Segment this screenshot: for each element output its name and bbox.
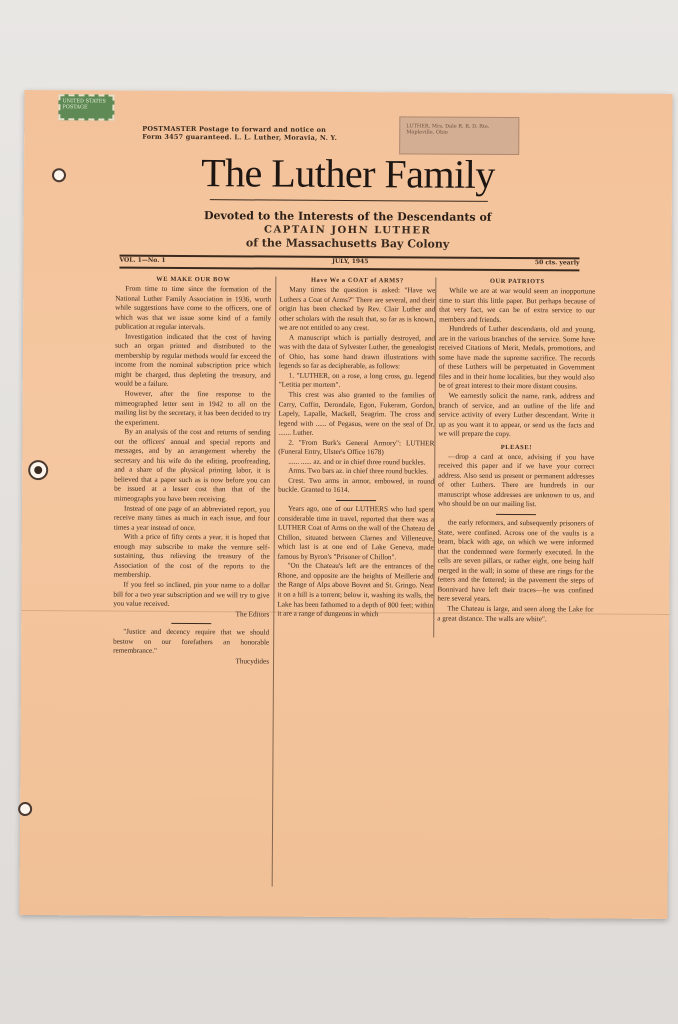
article-heading: OUR PATRIOTS	[489, 277, 545, 286]
paragraph: This crest was also granted to the families of Carry, Coffin, Derondale, Egon, Fukeram, Gordon, Lapely, Lapalle, Mackell, Seagrim. The cross and legend with ...... of Pegasus, were on the seal of Dr. ....... Luther.	[278, 390, 435, 438]
column-coat-of-arms	[277, 277, 435, 621]
paragraph: However, after the fine response to the mimeographed letter sent in 1942 to all on the mailing list by the secretary, it has been decided to try the experiment.	[114, 389, 271, 427]
article-heading: Have We a COAT of ARMS?	[310, 276, 404, 285]
quote-author: Thucydides	[235, 657, 270, 666]
masthead-title: The Luther Family	[201, 150, 495, 197]
paragraph: Crest. Two arms in armor, embowed, in round buckle. Granted to 1614.	[278, 476, 435, 495]
paragraph: Arms. Two bars az. in chief three round buckles.	[288, 467, 428, 476]
dateline	[119, 257, 579, 268]
price: 50 cts. yearly	[534, 259, 580, 267]
quote: "Justice and decency require that we should bestow on our forefathers an honorable remembrance."	[113, 627, 270, 656]
postmaster-line: Form 3457 guaranteed. L. L. Luther, Moravia, N. Y.	[142, 132, 338, 142]
article-heading: WE MAKE OUR BOW	[156, 275, 231, 284]
paragraph: The Chateau is large, and seen along the Lake for a great distance. The walls are white".	[437, 604, 594, 623]
paragraph: A manuscript which is partially destroyed, and was with the data of Sylvester Luther, the genealogist of Ohio, has some hand drawn illustrations with legends so far as decipherable, as follows:	[278, 333, 436, 371]
divider	[210, 199, 488, 202]
divider	[119, 267, 579, 272]
issue-date: JULY, 1945	[332, 257, 369, 266]
paragraph: If you feel so inclined, pin your name to a dollar bill for a two year subscription and we will try to give you value received.	[113, 580, 270, 608]
paragraph: the early reformers, and subsequently prisoners of State, were confined. Across one of the vaults is a beam, black with age, on which we were informed that the condemned were formerly executed. In the cells are seven pillars, or rather eight, one being half merged in the wall; in some of these are rings for the fetters and the fettered; in the pavement the steps of Bonnivard have left their traces—he was confined here several years.	[437, 518, 594, 604]
column-we-make-our-bow	[113, 276, 271, 667]
paragraph: ...... ...... az. and or in chief three round buckles.	[288, 457, 426, 467]
article-heading: PLEASE!	[500, 443, 532, 451]
postmaster-notice	[142, 125, 392, 143]
postmaster-line: POSTMASTER Postage to forward and notice on	[142, 124, 327, 134]
paragraph: Investigation indicated that the cost of having such an organ printed and distributed to the membership by regular methods would far exceed the income from the nominal subscription price which might be charged, thus depleting the treasury, and would be a failure.	[114, 332, 272, 389]
newspaper-page	[19, 90, 672, 919]
postage-stamp: UNITED STATES POSTAGE	[58, 94, 114, 120]
subtitle-colony: of the Massachusetts Bay Colony	[245, 236, 450, 251]
divider	[336, 500, 376, 501]
divider	[496, 514, 536, 515]
paragraph: 2. "From Burk's General Armory": LUTHER (Funeral Entry, Ulster's Office 1678)	[278, 438, 435, 457]
divider	[171, 623, 211, 624]
paragraph: By an analysis of the cost and returns of sending out the officers' annual and special reports and messages, and by an arrangement whereby the secretary and his wife do the editing, proofreading, and a share of the physical printing labor, it is believed that a paper such as is now before you can be issued at a lesser cost than that of the mimeographs you have been receiving.	[114, 427, 271, 504]
binder-hole	[18, 802, 32, 816]
subtitle-devoted: Devoted to the Interests of the Descendants of	[203, 209, 492, 224]
binder-hole	[28, 460, 48, 480]
paragraph: —drop a card at once, advising if you have received this paper and if we have your correct address. Also send us present or permanent addresses of other Luthers. There are hundreds in our manuscript whose addresses are unknown to us, and who should be on our mailing list.	[437, 452, 595, 509]
column-divider	[272, 277, 277, 887]
subtitle-captain: CAPTAIN JOHN LUTHER	[264, 224, 432, 237]
paragraph: Many times the question is asked: "Have we Luthers a Coat of Arms?" There are several, and their origin has been checked by Rev. Clair Luther and other scholars with the result that, so far as is known, we are not entitled to any crest.	[279, 285, 436, 333]
paragraph: We earnestly solicit the name, rank, address and branch of service, and an outline of the life and service activity of every Luther descendant. Write it up as you want it to appear, or send us the facts and we will prepare the copy.	[438, 391, 595, 439]
paragraph: 1. "LUTHER, on a rose, a long cross, gu. legend "Letitia per mortem".	[278, 371, 435, 390]
volume-number: VOL. 1—No. 1	[119, 256, 166, 264]
column-our-patriots	[437, 278, 595, 625]
address-label: LUTHER, Mrs. Dale R. R. D. Rte. Mapleville, Ohio	[399, 116, 519, 155]
paragraph: From time to time since the formation of the National Luther Family Association in 1936, worth while suggestions have come to the officers, one of which was that we issue some kind of a family publication at regular intervals.	[115, 284, 272, 332]
paragraph: "On the Chateau's left are the entrances of the Rhone, and opposite are the heights of Meillerie and the Range of Alps above Bovret and St. Gringo. Near it on a hill is a torrent; below it, washing its walls, the Lake has been fathomed to a depth of 800 feet; within it are a range of dungeons in which	[277, 561, 434, 619]
paragraph: While we are at war would seem an inopportune time to start this little paper. But perhaps because of that very fact, we can be of extra service to our members and friends.	[439, 286, 596, 324]
paragraph: Years ago, one of our LUTHERS who had spent considerable time in travel, reported that there was a LUTHER Coat of Arms on the wall of the Chateau de Chillon, situated between Clarnes and Villeneuve, which last is at one end of Lake Geneva, made famous by Byron's "Prisoner of Chillon".	[277, 504, 434, 562]
paragraph: With a price of fifty cents a year, it is hoped that enough may subscribe to make the venture self-sustaining, thus relieving the treasury of the Association of the cost of the reports to the membership.	[113, 532, 270, 580]
paragraph: Instead of one page of an abbreviated report, you receive many times as much in each issue, and four times a year instead of once.	[113, 504, 270, 532]
paragraph: Hundreds of Luther descendants, old and young, are in the various branches of the service. Some have received Citations of Merit, Medals, promotions, and some have made the supreme sacrifice. The records of these Luthers will be perpetuated in Government files and in their home localities, but they would also be of great interest to their more distant cousins.	[438, 324, 596, 391]
signoff: The Editors	[235, 609, 270, 619]
